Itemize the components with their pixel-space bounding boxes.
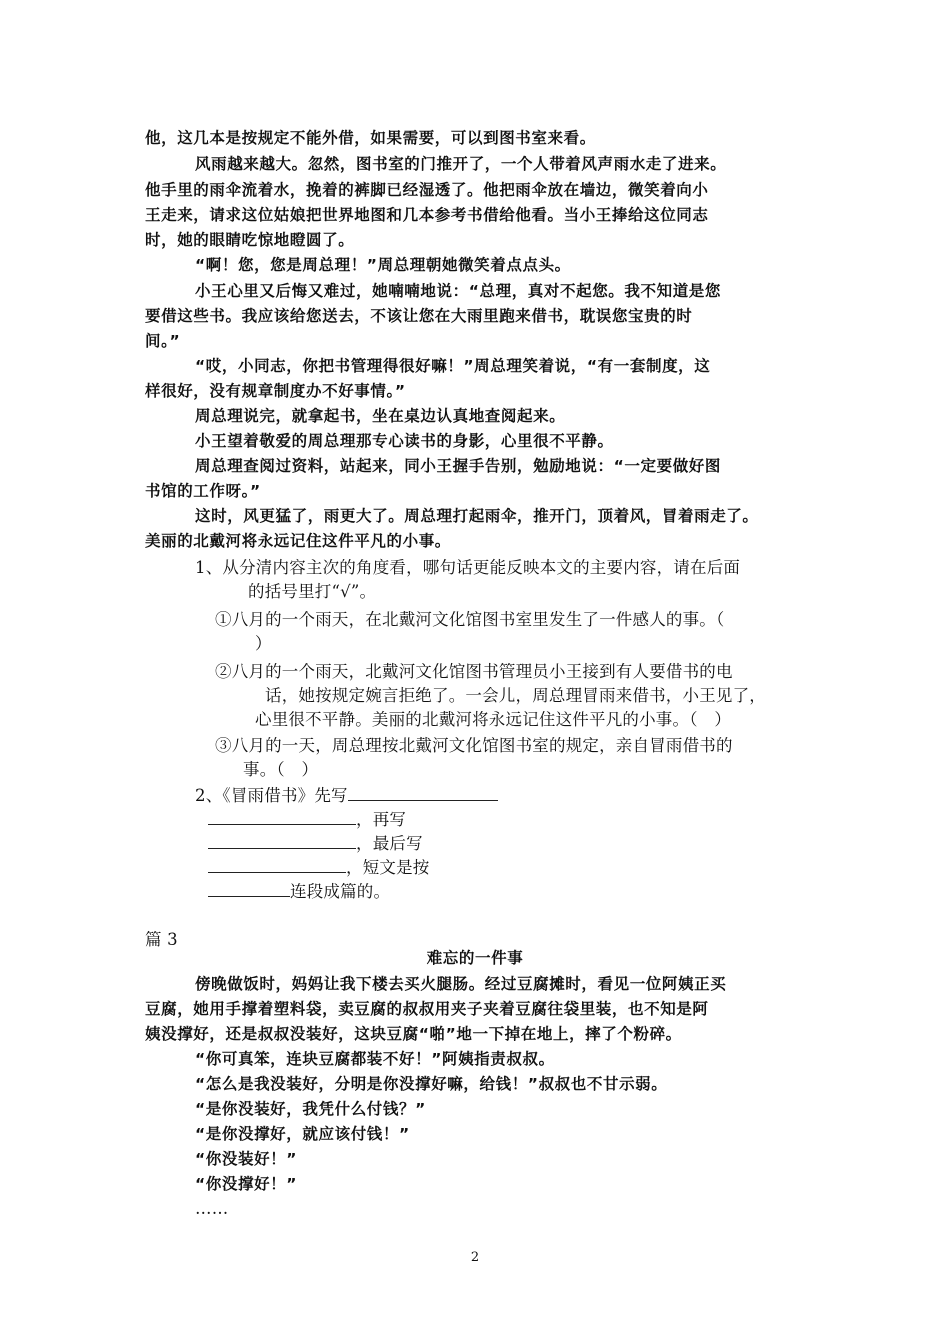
story2-line-4: “你可真笨，连块豆腐都装不好！”阿姨指责叔叔。 [195, 1050, 555, 1068]
answer-blank-5[interactable] [208, 880, 290, 897]
story1-line-16: 这时，风更猛了，雨更大了。周总理打起雨伞，推开门，顶着风，冒着雨走了。 [195, 507, 759, 525]
question-1-option-3-line-1: ③八月的一天，周总理按北戴河文化馆图书室的规定，亲自冒雨借书的 [215, 736, 733, 755]
question-2-line-2 [208, 808, 406, 832]
story1-line-1: 他，这几本是按规定不能外借，如果需要，可以到图书室来看。 [145, 129, 596, 147]
story2-ellipsis: …… [195, 1199, 229, 1218]
answer-blank-4[interactable] [208, 856, 346, 873]
story2-line-9: “你没撑好！” [195, 1175, 298, 1193]
story1-line-15: 书馆的工作呀。” [145, 482, 261, 500]
question-1-option-2-line-2: 话，她按规定婉言拒绝了。一会儿，周总理冒雨来借书，小王见了， [265, 686, 766, 705]
story1-line-9: 间。” [145, 332, 181, 350]
story1-line-3: 他手里的雨伞流着水，挽着的裤脚已经湿透了。他把雨伞放在墙边，微笑着向小 [145, 181, 709, 199]
story1-line-17: 美丽的北戴河将永远记住这件平凡的小事。 [145, 532, 451, 550]
question-1-option-2-line-3: 心里很不平静。美丽的北戴河将永远记住这件平凡的小事。（ ） [255, 710, 732, 729]
story1-line-2: 风雨越来越大。忽然，图书室的门推开了，一个人带着风声雨水走了进来。 [195, 155, 727, 173]
question-2-line-5 [208, 880, 390, 904]
answer-blank-3[interactable] [208, 832, 356, 849]
story1-line-4: 王走来，请求这位姑娘把世界地图和几本参考书借给他看。当小王捧给这位同志 [145, 206, 709, 224]
story1-line-6: “啊！您，您是周总理！”周总理朝她微笑着点点头。 [195, 256, 571, 274]
section-label: 篇 3 [145, 930, 178, 949]
story2-line-8: “你没装好！” [195, 1150, 298, 1168]
question-2-line-1 [195, 784, 498, 808]
question-1-option-2-line-1: ②八月的一个雨天，北戴河文化馆图书管理员小王接到有人要借书的电 [215, 662, 733, 681]
story2-line-6: “是你没装好，我凭什么付钱？” [195, 1100, 426, 1118]
answer-blank-1[interactable] [348, 784, 498, 801]
story2-line-5: “怎么是我没装好，分明是你没撑好嘛，给钱！”叔叔也不甘示弱。 [195, 1075, 668, 1093]
question-1-option-3-line-2: 事。（ ） [243, 760, 319, 779]
story2-line-1: 傍晚做饭时，妈妈让我下楼去买火腿肠。经过豆腐摊时，看见一位阿姨正买 [195, 975, 727, 993]
story2-line-2: 豆腐，她用手撑着塑料袋，卖豆腐的叔叔用夹子夹着豆腐往袋里装，也不知是阿 [145, 1000, 709, 1018]
question-1-line-1: 1、从分清内容主次的角度看，哪句话更能反映本文的主要内容，请在后面 [195, 558, 741, 577]
question-1-line-2: 的括号里打“√”。 [248, 582, 377, 601]
story1-line-8: 要借这些书。我应该给您送去，不该让您在大雨里跑来借书，耽误您宝贵的时 [145, 307, 693, 325]
story1-line-11: 样很好，没有规章制度办不好事情。” [145, 382, 406, 400]
question-2-line-4 [208, 856, 430, 880]
story1-line-14: 周总理查阅过资料，站起来，同小王握手告别，勉励地说：“一定要做好图 [195, 457, 721, 475]
question-2-line-3 [208, 832, 423, 856]
question-2-ending: 连段成篇的。 [290, 882, 391, 901]
question-2-structure: ，短文是按 [346, 858, 430, 877]
question-2-prefix: 2、《冒雨借书》先写 [195, 786, 348, 805]
story2-line-7: “是你没撑好，就应该付钱！” [195, 1125, 410, 1143]
answer-blank-2[interactable] [208, 808, 356, 825]
story2-line-3: 姨没撑好，还是叔叔没装好，这块豆腐“啪”地一下掉在地上，摔了个粉碎。 [145, 1025, 682, 1043]
question-2-then: ，再写 [356, 810, 407, 829]
question-1-option-1-paren: ） [255, 634, 272, 653]
page-number: 2 [470, 1250, 480, 1265]
story1-line-5: 时，她的眼睛吃惊地瞪圆了。 [145, 231, 355, 249]
question-2-finally: ，最后写 [356, 834, 423, 853]
story1-line-13: 小王望着敬爱的周总理那专心读书的身影，心里很不平静。 [195, 432, 614, 450]
story1-line-7: 小王心里又后悔又难过，她喃喃地说：“总理，真对不起您。我不知道是您 [195, 282, 721, 300]
question-1-option-1: ①八月的一个雨天，在北戴河文化馆图书室里发生了一件感人的事。（ [215, 610, 725, 629]
story1-line-10: “哎，小同志，你把书管理得很好嘛！”周总理笑着说，“有一套制度，这 [195, 357, 711, 375]
section-title: 难忘的一件事 [426, 949, 524, 967]
story1-line-12: 周总理说完，就拿起书，坐在桌边认真地查阅起来。 [195, 407, 566, 425]
